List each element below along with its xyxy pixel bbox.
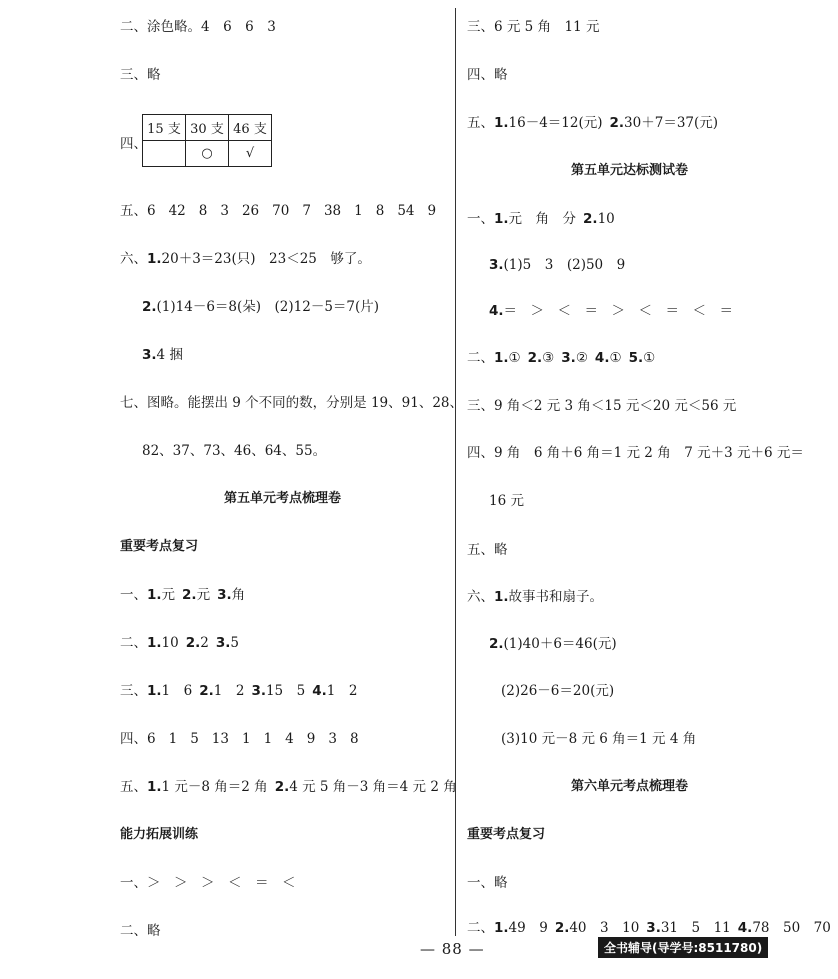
- answer-line: 二、涂色略。4 6 6 3: [120, 19, 276, 35]
- sub-answer: 3.角: [217, 587, 246, 603]
- sub-answer: 3.5: [215, 635, 239, 651]
- answer-line: 五、略: [467, 542, 508, 558]
- answer-line: 4.＝ ＞ ＜ ＝ ＞ ＜ ＝ ＜ ＝: [489, 303, 734, 319]
- answer-line: 七、图略。能摆出 9 个不同的数，分别是 19、91、28、: [120, 395, 463, 411]
- sub-answer: 2.1 2: [199, 683, 245, 699]
- sub-answer: 2.2: [185, 635, 209, 651]
- answer-label: 四、: [120, 136, 147, 152]
- answer-line: 16 元: [489, 493, 524, 509]
- answer-line: 2.(1)40＋6＝46(元): [489, 636, 617, 652]
- sub-answer: 3.15 5: [251, 683, 306, 699]
- number-item: 6: [147, 203, 156, 219]
- circle-mark: ○: [186, 141, 229, 167]
- check-mark-icon: √: [229, 141, 272, 167]
- subsection-heading: 重要考点复习: [120, 539, 199, 554]
- answer-line: 二、略: [120, 923, 161, 939]
- number-item: 8: [375, 203, 385, 219]
- number-item: 70: [272, 203, 290, 219]
- answer-line: 四、略: [467, 67, 508, 83]
- table-cell: 46 支: [229, 115, 272, 141]
- sub-answer: 2.30＋7＝37(元): [609, 115, 719, 131]
- answer-line: 3.(1)5 3 (2)50 9: [489, 257, 626, 273]
- number-item: 7: [302, 203, 311, 219]
- subsection-heading: 重要考点复习: [467, 827, 546, 842]
- number-item: 6: [147, 731, 156, 747]
- table-cell: 15 支: [143, 115, 186, 141]
- sub-answer: 3.②: [561, 350, 588, 366]
- answer-line: 一、略: [467, 875, 508, 891]
- number-item: 1: [263, 731, 273, 747]
- answer-line: 三、9 角＜2 元 3 角＜15 元＜20 元＜56 元: [467, 398, 737, 414]
- number-item: 1: [241, 731, 251, 747]
- number-list: [147, 731, 372, 747]
- sub-answer: 2.4 元 5 角－3 角＝4 元 2 角: [274, 779, 457, 795]
- answer-line: 四、6 1 5 13 1 1 4 9 3 8: [120, 729, 372, 749]
- answer-line: 六、1.20＋3＝23(只) 23＜25 够了。: [120, 251, 371, 267]
- answer-line: 一、1.元 角 分 2.10: [467, 211, 615, 227]
- answer-line: 三、略: [120, 67, 161, 83]
- answer-line: 三、6 元 5 角 11 元: [467, 19, 600, 35]
- section-heading: 第五单元达标测试卷: [570, 163, 688, 178]
- book-badge: 全书辅导(导学号:8511780): [598, 937, 768, 958]
- section-heading: 第六单元考点梳理卷: [570, 779, 688, 794]
- number-item: 4: [285, 731, 294, 747]
- answer-line: (3)10 元－8 元 6 角＝1 元 4 角: [501, 731, 697, 747]
- answer-line: 四、9 角 6 角＋6 角＝1 元 2 角 7 元＋3 元＋6 元＝: [467, 445, 804, 461]
- answer-line: 二、1.49 9 2.40 3 10 3.31 5 11 4.78 50 70: [467, 920, 831, 936]
- sub-answer: 4.①: [594, 350, 622, 366]
- sub-answer: 1.1 元－8 角＝2 角: [147, 779, 268, 795]
- answer-line: 3.4 捆: [142, 347, 183, 363]
- answer-line: 一、＞ ＞ ＞ ＜ ＝ ＜: [120, 875, 296, 891]
- number-item: 42: [168, 203, 186, 219]
- section-heading: 第五单元考点梳理卷: [223, 491, 341, 506]
- answer-line: 二、1.① 2.③ 3.② 4.① 5.①: [467, 350, 656, 366]
- number-item: 54: [397, 203, 415, 219]
- sub-answer: 1.元: [147, 587, 176, 603]
- number-list: [147, 203, 449, 219]
- answer-line: 三、1.1 6 2.1 2 3.15 5 4.1 2: [120, 683, 358, 699]
- number-item: 3: [220, 203, 229, 219]
- sub-answer: 1.49 9: [494, 920, 548, 936]
- sub-answer: 1.1 6: [147, 683, 193, 699]
- sub-answer: 4.1 2: [312, 683, 358, 699]
- answer-line: 二、1.10 2.2 3.5: [120, 635, 239, 651]
- sub-answer: 2.40 3 10: [554, 920, 640, 936]
- answer-line: 五、1.16－4＝12(元) 2.30＋7＝37(元): [467, 115, 719, 131]
- sub-answer: 5.①: [628, 350, 656, 366]
- number-item: 8: [349, 731, 359, 747]
- sub-answer: 1.元 角 分: [494, 211, 577, 227]
- number-item: 26: [241, 203, 260, 219]
- number-item: 3: [328, 731, 337, 747]
- number-item: 5: [190, 731, 199, 747]
- sub-answer: 4.78 50 70: [737, 920, 831, 936]
- table-cell: [143, 141, 186, 167]
- answer-line: (2)26－6＝20(元): [501, 683, 615, 699]
- subsection-heading: 能力拓展训练: [120, 827, 199, 842]
- number-item: 9: [306, 731, 316, 747]
- table-cell: 30 支: [186, 115, 229, 141]
- number-item: 38: [323, 203, 342, 219]
- sub-answer: 2.③: [527, 350, 555, 366]
- number-item: 9: [427, 203, 437, 219]
- answer-line: 六、1.故事书和扇子。: [467, 589, 604, 605]
- number-item: 8: [198, 203, 208, 219]
- answer-line: 一、1.元 2.元 3.角: [120, 587, 246, 603]
- sub-answer: 3.31 5 11: [646, 920, 731, 936]
- number-item: 1: [354, 203, 363, 219]
- sub-answer: 2.10: [583, 211, 615, 227]
- sub-answer: 1.16－4＝12(元): [494, 115, 603, 131]
- sub-answer: 1.10: [147, 635, 179, 651]
- sub-answer: 2.元: [182, 587, 211, 603]
- number-item: 1: [168, 731, 178, 747]
- answer-line: 五、6 42 8 3 26 70 7 38 1 8 54 9: [120, 201, 449, 221]
- sub-answer: 1.①: [494, 350, 521, 366]
- answer-table: [142, 114, 272, 167]
- page-number: — 88 —: [420, 940, 485, 958]
- answer-line: 82、37、73、46、64、55。: [142, 443, 327, 459]
- answer-line: 五、1.1 元－8 角＝2 角 2.4 元 5 角－3 角＝4 元 2 角: [120, 779, 457, 795]
- answer-line: 2.(1)14－6＝8(朵) (2)12－5＝7(片): [142, 299, 380, 315]
- number-item: 13: [211, 731, 229, 747]
